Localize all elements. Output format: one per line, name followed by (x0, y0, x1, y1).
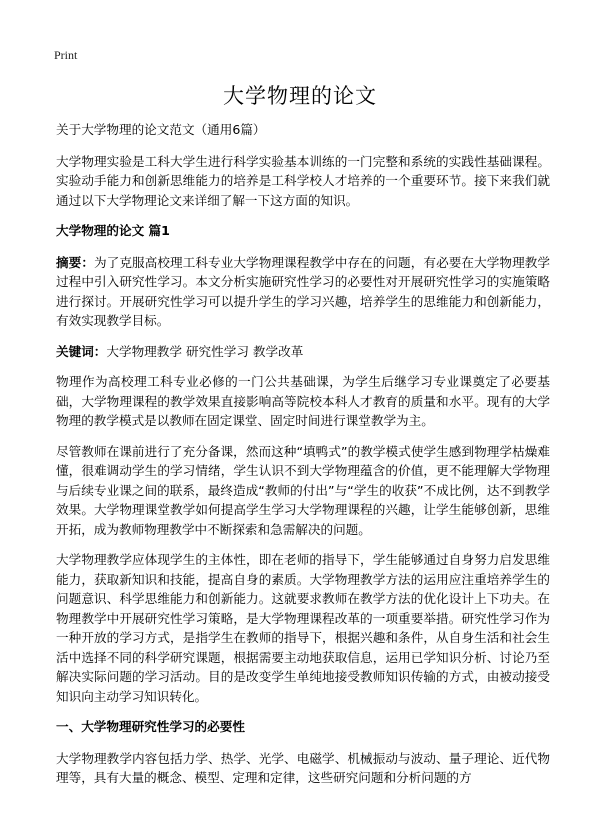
keywords-label: 关键词： (56, 343, 107, 359)
document-body (56, 120, 550, 799)
section-heading-2: 一、大学物理研究性学习的必要性 (56, 719, 245, 734)
body-paragraph-3: 大学物理教学应体现学生的主体性，即在老师的指导下，学生能够通过自身努力启发思维能力，获取新知识和技能，提高自身的素质。大学物理教学方法的运用应注重培养学生的问题意识、科学思维能力和创新能力。这就要求教师在教学方法的优化设计上下功夫。在物理教学中开展研究性学习策略，是大学物理课程改革的一项重要举措。研究性学习作为一种开放的学习方式，是指学生在教师的指导下，根据兴趣和条件，从自身生活和社会生活中选择不同的科学研究课题，根据需要主动地获取信息，运用已学知识分析、讨论乃至解决实际问题的学习活动。目的是改变学生单纯地接受教师知识传输的方式，由被动接受知识向主动学习知识转化。 (56, 552, 550, 704)
body-paragraph-4: 大学物理教学内容包括力学、热学、光学、电磁学、机械振动与波动、量子理论、近代物理等，具有大量的概念、模型、定理和定律，这些研究问题和分析问题的方 (56, 750, 550, 785)
document-subtitle: 关于大学物理的论文范文（通用6篇） (56, 122, 266, 137)
body-paragraph-2: 尽管教师在课前进行了充分备课，然而这种“填鸭式”的教学模式使学生感到物理学枯燥难懂，很难调动学生的学习情绪，学生认识不到大学物理蕴含的价值，更不能理解大学物理与后续专业课之间的联系，最终造成“教师的付出”与“学生的收获”不成比例，达不到教学效果。大学物理课堂教学如何提高学生学习大学物理课程的兴趣，让学生能够创新，思维开拓，成为教师物理教学中不断探索和急需解决的问题。 (56, 443, 550, 537)
section-heading-1: 大学物理的论文 篇1 (56, 223, 170, 238)
body-paragraph-1: 物理作为高校理工科专业必修的一门公共基础课，为学生后继学习专业课奠定了必要基础，大学物理课程的教学效果直接影响高等院校本科人才教育的质量和水平。现有的大学物理的教学模式是以教师在固定课堂、固定时间进行课堂教学为主。 (56, 374, 550, 428)
document-title: 大学物理的论文 (223, 84, 377, 108)
keywords-paragraph (56, 342, 550, 362)
intro-paragraph: 大学物理实验是工科大学生进行科学实验基本训练的一门完整和系统的实践性基础课程。实验动手能力和创新思维能力的培养是工科学校人才培养的一个重要环节。接下来我们就通过以下大学物理论文来详细了解一下这方面的知识。 (56, 153, 550, 208)
abstract-paragraph (56, 253, 550, 331)
keywords-text: 大学物理教学 研究性学习 教学改革 (106, 343, 304, 359)
abstract-label: 摘要： (56, 254, 95, 270)
abstract-text: 为了克服高校理工科专业大学物理课程教学中存在的问题，有必要在大学物理教学过程中引入研究性学习。本文分析实施研究性学习的必要性对开展研究性学习的实施策略进行探讨。开展研究性学习可以提升学生的学习兴趣，培养学生的思维能力和创新能力，有效实现教学目标。 (56, 254, 551, 328)
print-label: Print (54, 48, 78, 62)
